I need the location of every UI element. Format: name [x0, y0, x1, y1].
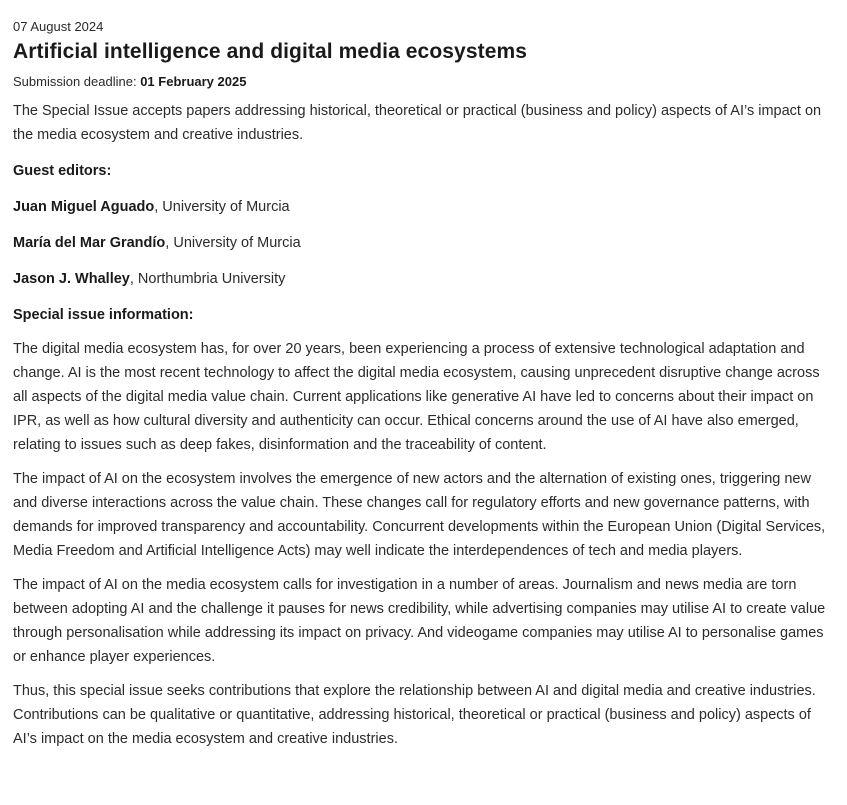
submission-deadline: [13, 73, 827, 91]
guest-editors-heading: Guest editors:: [13, 163, 112, 179]
editor-affiliation: , University of Murcia: [154, 199, 290, 215]
intro-paragraph: The Special Issue accepts papers addressing historical, theoretical or practical (business and policy) aspects of AI’s impact on the media ecosystem and creative industries.: [13, 103, 822, 143]
deadline-value: 01 February 2025: [140, 74, 247, 89]
editor-item: [13, 267, 827, 291]
body-paragraph: Thus, this special issue seeks contributions that explore the relationship between AI and digital media and creative industries. Contributions can be qualitative or quantitative, addressing historical, theoretical or practical (business and policy) aspects of AI’s impact on the media ecosystem and creative industries.: [13, 683, 816, 747]
editor-name: María del Mar Grandío: [13, 235, 166, 251]
editor-affiliation: , Northumbria University: [129, 271, 286, 287]
special-issue-info-heading: Special issue information:: [13, 307, 194, 323]
page-title: Artificial intelligence and digital media ecosystems: [13, 40, 528, 63]
publish-date: 07 August 2024: [13, 19, 104, 34]
editor-name: Juan Miguel Aguado: [13, 199, 155, 215]
editor-name: Jason J. Whalley: [13, 271, 130, 287]
body-paragraph: The impact of AI on the media ecosystem calls for investigation in a number of areas. Journalism and news media are torn between adopting AI and the challenge it pauses for news credibility, while advertising companies may utilise AI to create value through personalisation while addressing its impact on privacy. And videogame companies may utilise AI to personalise games or enhance player experiences.: [13, 577, 826, 665]
deadline-label: Submission deadline:: [13, 74, 141, 89]
body-paragraph: The impact of AI on the ecosystem involves the emergence of new actors and the alternation of existing ones, triggering new and diverse interactions across the value chain. These changes call for regulatory efforts and new governance patterns, with demands for improved transparency and accountability. Concurrent developments within the European Union (Digital Services, Media Freedom and Artificial Intelligence Acts) may well indicate the interdependences of tech and media players.: [13, 471, 826, 559]
editor-item: [13, 231, 827, 255]
body-paragraph: The digital media ecosystem has, for over 20 years, been experiencing a process of extensive technological adaptation and change. AI is the most recent technology to affect the digital media ecosystem, causing unprecedent disruptive change across all aspects of the digital media value chain. Current applications like generative AI have led to concerns about their impact on IPR, as well as how cultural diversity and authenticity can occur. Ethical concerns around the use of AI have also emerged, relating to issues such as deep fakes, disinformation and the traceability of content.: [13, 341, 820, 453]
editor-item: [13, 195, 827, 219]
editor-affiliation: , University of Murcia: [165, 235, 301, 251]
